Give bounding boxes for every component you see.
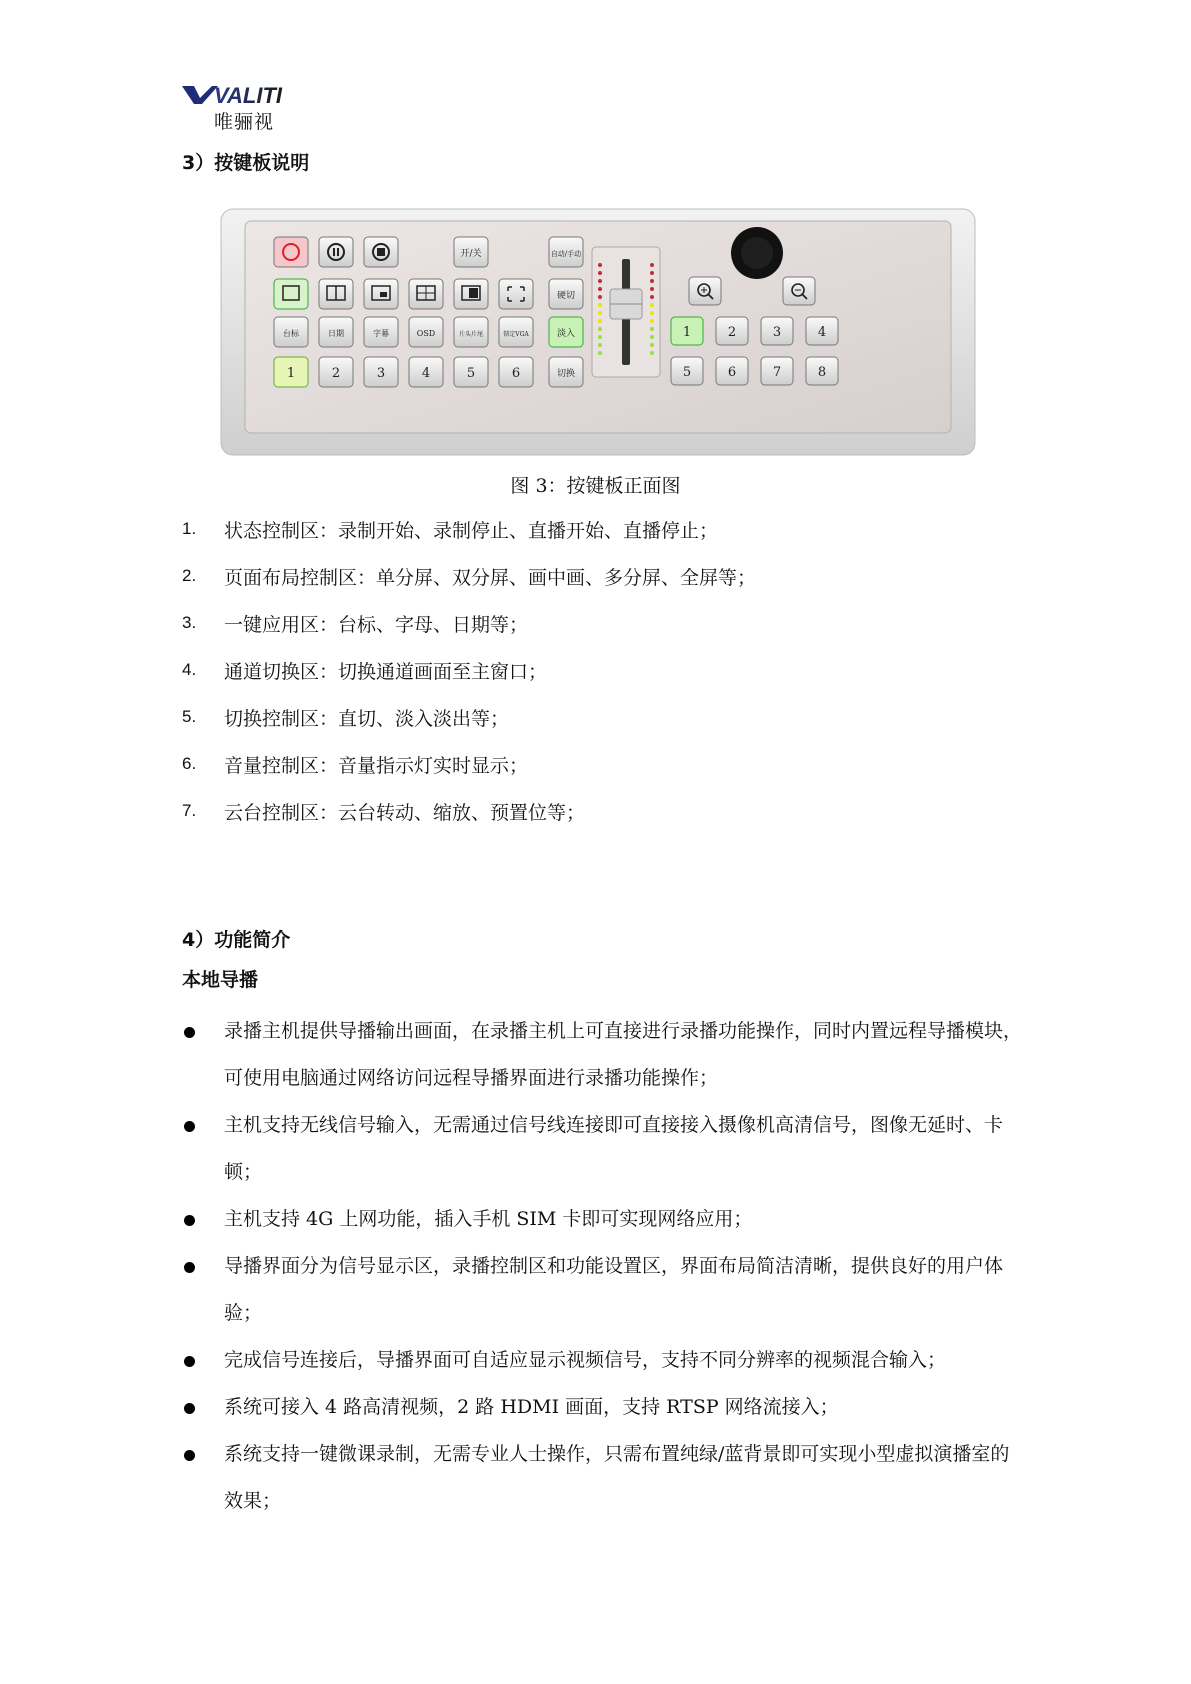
list-item [182, 798, 756, 845]
list-number: 6. [182, 754, 197, 773]
section-title-keypad: 3）按键板说明 [182, 152, 310, 174]
ptz-key-label: 5 [682, 365, 692, 380]
ptz-joystick [731, 227, 783, 279]
bullet-dot-icon [184, 1450, 195, 1461]
ptz-key-label: 6 [727, 365, 737, 380]
bullet-item [182, 1102, 1022, 1196]
bullet-item [182, 1431, 1022, 1525]
switch-label: 切换 [556, 369, 576, 379]
channel-key-label: 3 [376, 366, 386, 381]
ptz-key-label: 8 [817, 365, 827, 380]
keypad-panel-image [219, 207, 977, 457]
list-item [182, 516, 756, 563]
list-number: 5. [182, 707, 197, 726]
hard-cut-label: 硬切 [556, 291, 576, 301]
bullet-dot-icon [184, 1027, 195, 1038]
logo-text: VALITI [214, 84, 283, 108]
list-text: 云台控制区：云台转动、缩放、预置位等； [224, 802, 586, 824]
toggle-key [454, 237, 488, 267]
brand-name-cn: 唯骊视 [214, 111, 275, 133]
channel-key-label: 5 [466, 366, 476, 381]
bullet-text: 系统支持一键微课录制，无需专业人士操作，只需布置纯绿/蓝背景即可实现小型虚拟演播室的效果； [224, 1443, 1010, 1512]
section-title-features: 4）功能简介 [182, 929, 291, 951]
bullet-dot-icon [184, 1403, 195, 1414]
list-item [182, 704, 756, 751]
figure-caption: 图 3：按键板正面图 [510, 475, 681, 497]
list-number: 7. [182, 801, 197, 820]
bullet-dot-icon [184, 1262, 195, 1273]
ptz-key-label: 4 [817, 325, 827, 340]
bullet-item [182, 1384, 1022, 1431]
ptz-key-label: 1 [682, 325, 692, 340]
bullet-item [182, 1196, 1022, 1243]
auto-key-label: 自动/手动 [550, 250, 582, 258]
func-key-label: 字幕 [373, 329, 389, 338]
func-key-label: 日期 [328, 329, 344, 338]
list-item [182, 610, 756, 657]
channel-key-label: 1 [286, 366, 296, 381]
bullet-text: 主机支持无线信号输入，无需通过信号线连接即可直接接入摄像机高清信号，图像无延时、卡顿； [224, 1114, 1004, 1183]
func-key-label: OSD [416, 329, 436, 338]
list-number: 4. [182, 660, 197, 679]
func-key-label: 台标 [283, 329, 299, 338]
channel-key-label: 2 [331, 366, 341, 381]
list-item [182, 751, 756, 798]
list-text: 通道切换区：切换通道画面至主窗口； [224, 661, 548, 683]
func-key-label: 片头片尾 [458, 331, 484, 338]
toggle-key-label: 开/关 [460, 249, 482, 259]
list-number: 1. [182, 519, 197, 538]
ptz-key-label: 2 [727, 325, 737, 340]
list-item [182, 563, 756, 610]
t-bar-fader [592, 247, 660, 377]
bullet-text: 系统可接入 4 路高清视频，2 路 HDMI 画面，支持 RTSP 网络流接入； [224, 1396, 839, 1418]
fade-in-key [549, 317, 583, 347]
bullet-item [182, 1008, 1022, 1102]
bullet-dot-icon [184, 1121, 195, 1132]
subsection-title-local-directing: 本地导播 [182, 969, 259, 991]
ptz-key-label: 7 [772, 365, 782, 380]
channel-key-label: 6 [511, 366, 521, 381]
list-number: 2. [182, 566, 197, 585]
auto-key [549, 237, 583, 267]
bullet-item [182, 1337, 1022, 1384]
func-key-label: 锁定VGA [503, 331, 529, 338]
list-text: 音量控制区：音量指示灯实时显示； [224, 755, 529, 777]
list-number: 3. [182, 613, 197, 632]
bullet-dot-icon [184, 1215, 195, 1226]
list-text: 页面布局控制区：单分屏、双分屏、画中画、多分屏、全屏等； [224, 567, 757, 589]
bullet-text: 录播主机提供导播输出画面，在录播主机上可直接进行录播功能操作，同时内置远程导播模块，可使用电脑通过网络访问远程导播界面进行录播功能操作； [224, 1020, 1023, 1089]
bullet-text: 完成信号连接后，导播界面可自适应显示视频信号，支持不同分辨率的视频混合输入； [224, 1349, 947, 1371]
bullet-item [182, 1243, 1022, 1337]
bullet-dot-icon [184, 1356, 195, 1367]
fade-in-label: 淡入 [556, 329, 576, 339]
switch-key [549, 357, 583, 387]
list-text: 状态控制区：录制开始、录制停止、直播开始、直播停止； [224, 520, 719, 542]
hard-cut-key [549, 279, 583, 309]
list-text: 一键应用区：台标、字母、日期等； [224, 614, 529, 636]
status-keys [274, 237, 398, 267]
keypad-zone-list [182, 516, 756, 845]
channel-key-label: 4 [421, 366, 431, 381]
list-item [182, 657, 756, 704]
bullet-text: 导播界面分为信号显示区，录播控制区和功能设置区，界面布局简洁清晰，提供良好的用户体验； [224, 1255, 1004, 1324]
list-text: 切换控制区：直切、淡入淡出等； [224, 708, 510, 730]
ptz-key-label: 3 [772, 325, 782, 340]
bullet-text: 主机支持 4G 上网功能，插入手机 SIM 卡即可实现网络应用； [224, 1208, 753, 1230]
feature-bullet-list [182, 1008, 1022, 1525]
